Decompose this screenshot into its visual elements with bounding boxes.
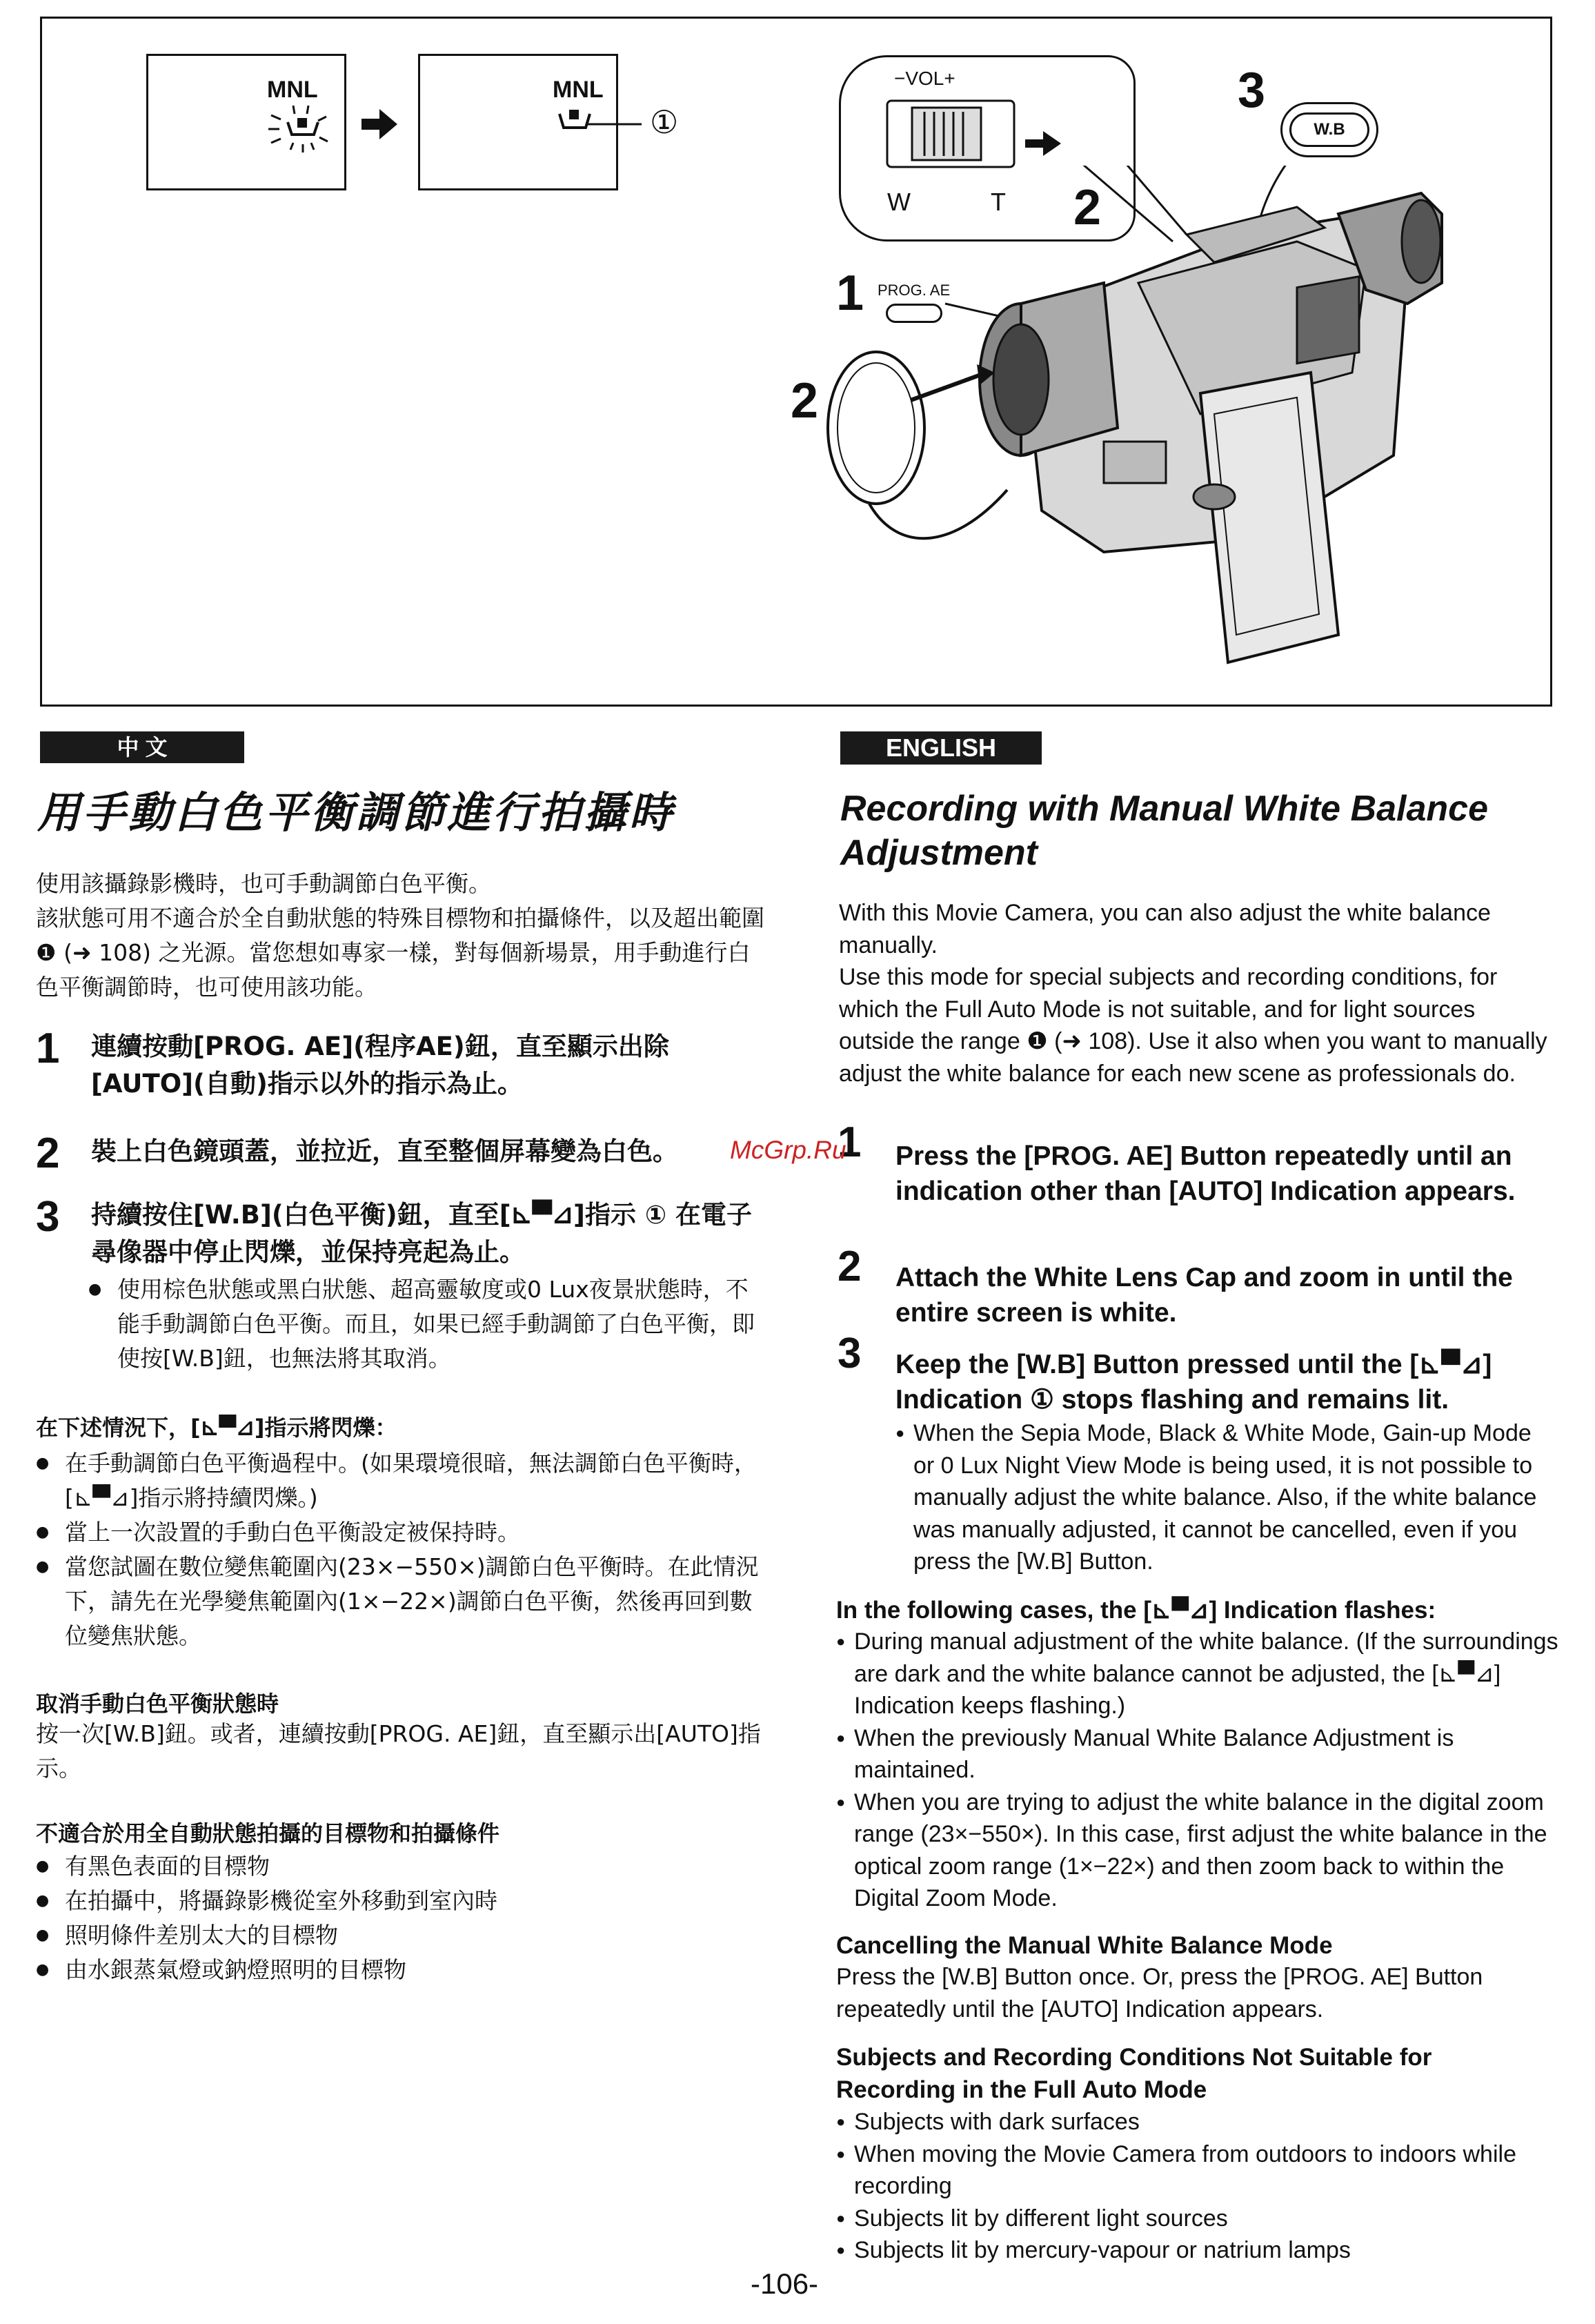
zh-step-2: 裝上白色鏡頭蓋，並拉近，直至整個屏幕變為白色。 — [91, 1136, 678, 1166]
mnl-label: MNL — [267, 77, 318, 103]
en-cancel-heading: Cancelling the Manual White Balance Mode — [836, 1932, 1333, 1959]
zh-step-num-2: 2 — [36, 1130, 60, 1177]
lang-badge-en — [840, 731, 1042, 765]
list-item: ● During manual adjustment of the white balance. (If the surroundings are dark and the white balance cannot be adjusted, the [⊾▀⊿] Indication keeps flashing.) — [836, 1626, 1561, 1722]
list-item: ● 在手動調節白色平衡過程中。(如果環境很暗，無法調節白色平衡時，[⊾▀⊿]指示將持續閃爍。) — [36, 1446, 767, 1515]
zh-title: 用手動白色平衡調節進行拍攝時 — [37, 787, 675, 838]
en-step-3: Keep the [W.B] Button pressed until the [⊾▀⊿] Indication ① stops flashing and remains lit. — [895, 1350, 1492, 1415]
lang-label-zh: 中 文 — [117, 735, 168, 760]
list-item: ● Subjects lit by mercury-vapour or natrium lamps — [836, 2234, 1561, 2267]
zh-step-num-1: 1 — [36, 1025, 60, 1072]
list-item: ● When the Sepia Mode, Black & White Mode, Gain-up Mode or 0 Lux Night View Mode is being used, it is not possible to manually adjust the white balance. Also, if the white balance was manually adjusted, it cannot be cancelled, even if you press the [W.B] Button. — [895, 1417, 1558, 1578]
step-callout-2-zoom: 2 — [1073, 180, 1102, 235]
en-intro-1: With this Movie Camera, you can also adjust the white balance manually. — [839, 900, 1491, 958]
camcorder-illustration — [814, 166, 1463, 690]
list-item: ● 有黑色表面的目標物 — [36, 1849, 767, 1884]
list-item: ● Subjects with dark surfaces — [836, 2106, 1561, 2138]
list-item: ● When moving the Movie Camera from outdoors to indoors while recording — [836, 2138, 1561, 2203]
wb-button-inner — [1289, 112, 1369, 147]
zh-cancel-text: 按一次[W.B]鈕。或者，連續按動[PROG. AE]鈕，直至顯示出[AUTO]指示。 — [36, 1720, 761, 1782]
en-step3-note — [895, 1417, 1558, 1578]
list-item: ● 由水銀蒸氣燈或鈉燈照明的目標物 — [36, 1953, 767, 1987]
zh-intro-2: 該狀態可用不適合於全自動狀態的特殊目標物和拍攝條件，以及超出範圍 ❶ (➜ 108) 之光源。當您想如專家一樣，對每個新場景，用手動進行白色平衡調節時，也可使用該功能。 — [36, 905, 764, 1001]
list-item: ● 當您試圖在數位變焦範圍內(23×−550×)調節白色平衡時。在此情況下，請先在光學變焦範圍內(1×−22×)調節白色平衡，然後再回到數位變焦狀態。 — [36, 1550, 767, 1653]
zh-unsuitable-list — [36, 1849, 767, 1987]
en-cancel-text: Press the [W.B] Button once. Or, press the [PROG. AE] Button repeatedly until the [AUTO] Indication appears. — [836, 1964, 1483, 2022]
zh-step-1: 連續按動[PROG. AE](程序AE)鈕，直至顯示出除[AUTO](自動)指示以外的指示為止。 — [91, 1032, 669, 1099]
list-item: ● 在拍攝中，將攝錄影機從室外移動到室內時 — [36, 1884, 767, 1918]
mnl-label: MNL — [553, 77, 604, 103]
zoom-t-label: T — [991, 188, 1006, 216]
list-item: ● 使用棕色狀態或黑白狀態、超高靈敏度或0 Lux夜景狀態時，不能手動調節白色平衡。而且，如果已經手動調節了白色平衡，即使按[W.B]鈕，也無法將其取消。 — [88, 1272, 767, 1376]
list-item: ● Subjects lit by different light sources — [836, 2203, 1561, 2235]
en-flash-list — [836, 1626, 1561, 1915]
en-unsuitable-list — [836, 2106, 1561, 2267]
watermark-link[interactable]: McGrp.Ru — [730, 1136, 846, 1164]
list-item: ● When you are trying to adjust the white balance in the digital zoom range (23×−550×). In this case, first adjust the white balance in the optical zoom range (1×−22×) and then zoom back to within the Digital Zoom Mode. — [836, 1786, 1561, 1915]
list-item: ● When the previously Manual White Balance Adjustment is maintained. — [836, 1722, 1561, 1786]
en-flash-heading: In the following cases, the [⊾▀⊿] Indication flashes: — [836, 1597, 1436, 1624]
zh-flash-list — [36, 1446, 767, 1653]
wb-button-icon — [1280, 102, 1378, 157]
lang-label-en: ENGLISH — [885, 733, 996, 762]
prog-ae-label: PROG. AE — [878, 282, 951, 299]
zh-unsuitable-heading: 不適合於用全自動狀態拍攝的目標物和拍攝條件 — [36, 1820, 500, 1847]
en-intro-2: Use this mode for special subjects and recording conditions, for which the Full Auto Mode is not suitable, and for light sources outside the range ❶ (➜ 108). Use it also when you want to manually adjust the white balance for each new scene as professionals do. — [839, 964, 1547, 1087]
en-step-1: Press the [PROG. AE] Button repeatedly until an indication other than [AUTO] Indication appears. — [895, 1141, 1516, 1206]
en-title: Recording with Manual White Balance Adjustment — [840, 789, 1488, 873]
zh-step-3: 持續按住[W.B](白色平衡)鈕，直至[⊾▀⊿]指示 ① 在電子尋像器中停止閃爍，並保持亮起為止。 — [91, 1200, 753, 1267]
en-step-num-3: 3 — [838, 1330, 862, 1377]
zoom-lever-icon — [884, 98, 1022, 174]
zh-intro-1: 使用該攝錄影機時，也可手動調節白色平衡。 — [36, 870, 491, 897]
list-item: ● 照明條件差別太大的目標物 — [36, 1918, 767, 1953]
lang-badge-zh — [40, 731, 244, 763]
step-callout-1: 1 — [836, 266, 864, 321]
wb-button-label: W.B — [1314, 120, 1345, 139]
en-step-num-1: 1 — [838, 1119, 862, 1166]
vol-label: −VOL+ — [894, 68, 955, 89]
zh-step-num-3: 3 — [36, 1193, 60, 1241]
en-unsuitable-heading: Subjects and Recording Conditions Not Suitable for Recording in the Full Auto Mode — [836, 2044, 1432, 2103]
zoom-w-label: W — [887, 188, 911, 216]
list-item: ● 當上一次設置的手動白色平衡設定被保持時。 — [36, 1515, 767, 1550]
callout-number: ① — [650, 104, 679, 141]
zh-cancel-heading: 取消手動白色平衡狀態時 — [36, 1691, 279, 1717]
zh-flash-heading: 在下述情況下，[⊾▀⊿]指示將閃爍： — [36, 1415, 397, 1441]
step-callout-2-cap: 2 — [791, 373, 819, 429]
zh-step3-note — [88, 1272, 767, 1376]
step-callout-3: 3 — [1238, 63, 1266, 118]
en-step-2: Attach the White Lens Cap and zoom in until the entire screen is white. — [895, 1263, 1513, 1328]
arrow-right-icon — [1024, 128, 1062, 159]
wb-flashing-icon — [266, 101, 341, 157]
arrow-right-icon — [359, 104, 400, 145]
display-flashing — [146, 54, 346, 190]
en-step-num-2: 2 — [838, 1243, 862, 1290]
page-number: -106- — [751, 2267, 819, 2300]
